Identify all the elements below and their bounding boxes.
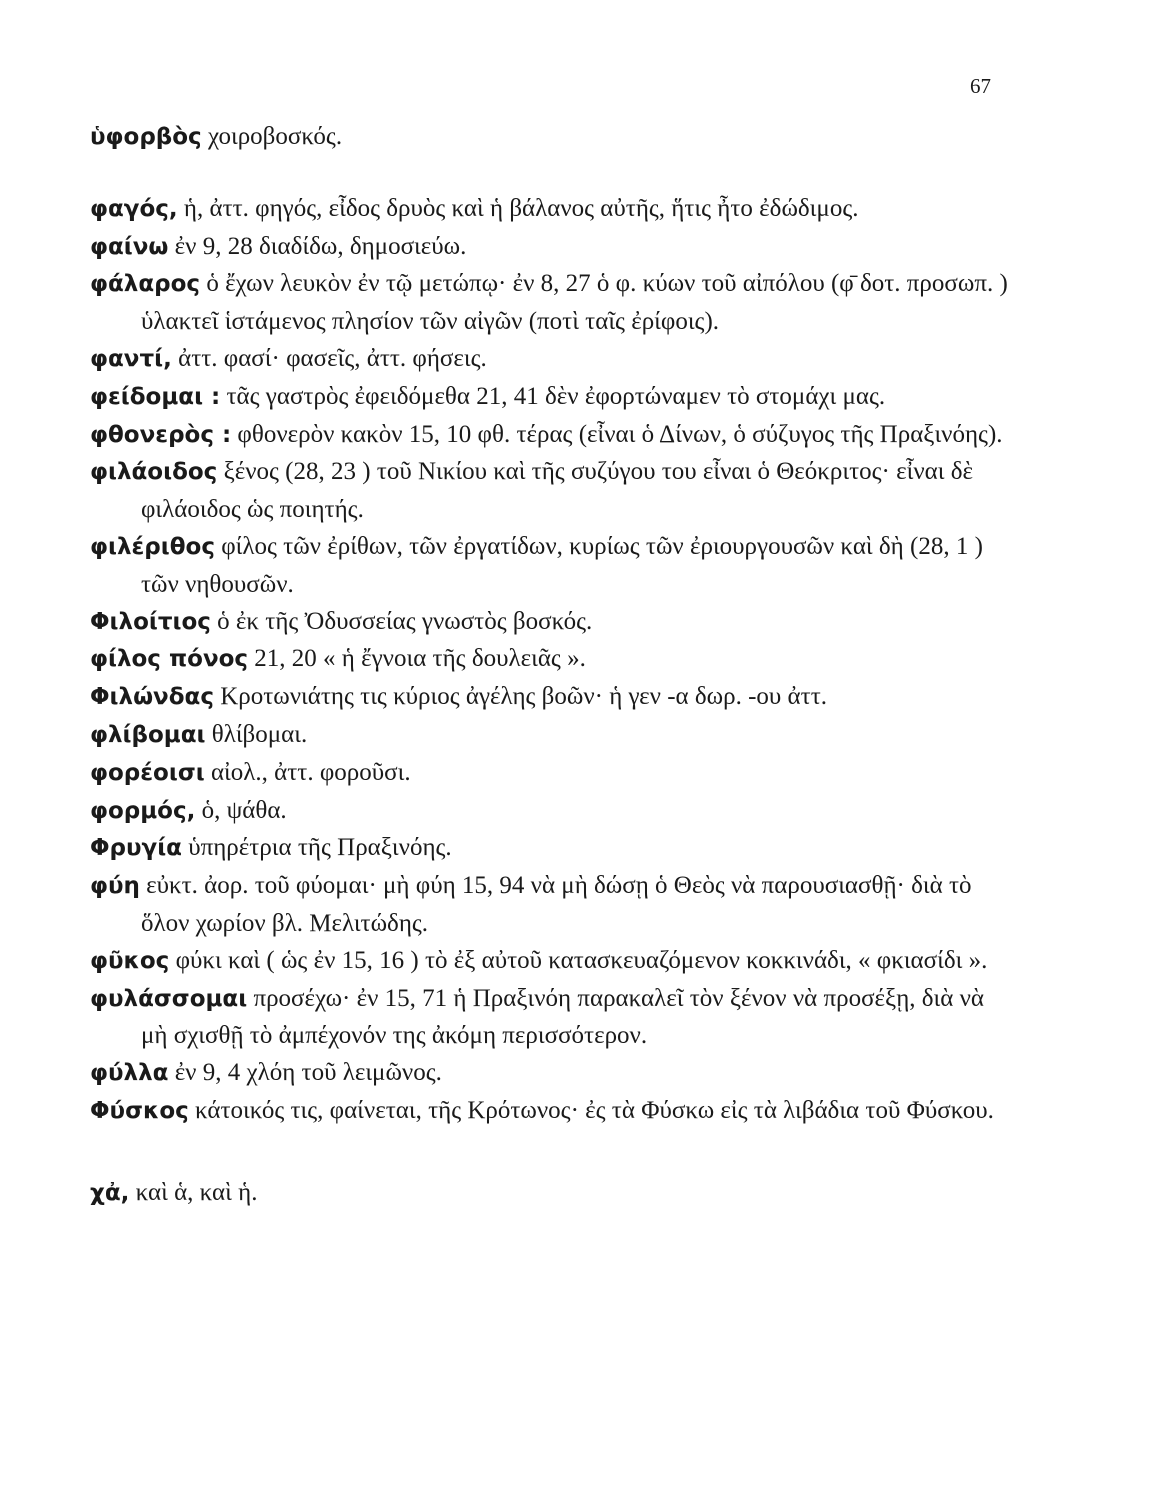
entry-definition: 21, 20 « ἡ ἔγνοια τῆς δουλειᾶς ». [248,645,586,673]
dictionary-entry [90,1054,1010,1092]
dictionary-entry [90,1174,1010,1212]
entry-lemma: φαίνω [90,233,169,260]
entry-lemma: Φιλώνδας [90,684,214,711]
entry-definition: εὐκτ. ἀορ. τοῦ φύομαι· μὴ φύη 15, 94 νὰ μὴ δώσῃ ὁ Θεὸς νὰ παρουσιασθῇ· διὰ τὸ ὅλον χωρίον βλ. Μελιτώδης. [139,872,972,937]
entry-lemma: φῦκος [90,947,170,974]
entry-definition: φύκι καὶ ( ὡς ἐν 15, 16 ) τὸ ἐξ αὐτοῦ κατασκευαζόμενον κοκκινάδι, « φκιασίδι ». [169,946,988,974]
entry-definition: ἐν 9, 28 διαδίδω, δημοσιεύω. [168,232,467,260]
entry-lemma: φιλάοιδος [90,459,218,486]
entry-definition: ὁ ἔχων λευκὸν ἐν τῷ μετώπῳ· ἐν 8, 27 ὁ φ. κύων τοῦ αἰπόλου (φ̄ δοτ. προσωπ. ) ὑλακτεῖ ἱστάμενος πλησίον τῶν αἰγῶν (ποτὶ ταῖς ἐρίφοις). [141,270,1008,336]
entry-definition: κάτοικός τις, φαίνεται, τῆς Κρότωνος· ἐς τὰ Φύσκω εἰς τὰ λιβάδια τοῦ Φύσκου. [188,1096,994,1124]
entry-lemma: φαντί, [90,345,172,372]
entry-definition: χοιροβοσκός. [201,123,343,150]
entry-definition: θλίβομαι. [205,720,308,748]
entry-definition: ὑπηρέτρια τῆς Πραξινόης. [181,834,452,862]
page-number: 67 [970,74,991,98]
entry-lemma: φλίβομαι [90,721,206,748]
dictionary-entry [90,416,1010,454]
entry-definition: ἐν 9, 4 χλόη τοῦ λειμῶνος. [168,1059,442,1087]
entry-lemma: φίλος πόνος [90,646,249,673]
dictionary-entry [90,829,1010,867]
entry-lemma: φάλαρος [90,271,201,298]
dictionary-entry [90,228,1010,266]
dictionary-entry [90,792,1010,830]
entry-definition: ἡ, ἀττ. φηγός, εἶδος δρυὸς καὶ ἡ βάλανος αὐτῆς, ἥτις ἦτο ἐδώδιμος. [177,194,859,222]
dictionary-entry [90,867,1010,942]
entry-lemma: Φιλοίτιος [90,608,211,635]
entry-definition: τᾶς γαστρὸς ἐφειδόμεθα 21, 41 δὲν ἐφορτώναμεν τὸ στομάχι μας. [220,382,886,410]
entry-lemma: φαγός, [90,195,178,222]
dictionary-entry [90,118,1010,156]
dictionary-entry [90,678,1010,716]
dictionary-entry [90,1092,1010,1130]
dictionary-entry [90,265,1010,340]
dictionary-entry [90,640,1010,678]
entry-lemma: φθονερὸς : [90,421,232,448]
entry-definition: προσέχω· ἐν 15, 71 ἡ Πραξινόη παρακαλεῖ τὸν ξένον νὰ προσέξῃ, διὰ νὰ μὴ σχισθῇ τὸ ἀμπέχονόν της ἀκόμη περισσότερον. [141,984,985,1050]
entry-lemma: Φύσκος [90,1097,189,1124]
entry-definition: ὁ ἐκ τῆς Ὀδυσσείας γνωστὸς βοσκός. [210,607,593,635]
dictionary-entry [90,716,1010,754]
dictionary-entry [90,190,1010,228]
entry-definition: ἀττ. φασί· φασεῖς, ἀττ. φήσεις. [171,344,487,372]
entry-lemma: Φρυγία [90,835,182,862]
entry-lemma: ὑφορβὸς [90,124,202,150]
dictionary-entry [90,754,1010,792]
entry-lemma: φύλλα [90,1060,169,1087]
dictionary-entry [90,942,1010,980]
entry-definition: αἰολ., ἀττ. φοροῦσι. [204,758,411,786]
dictionary-entry [90,453,1010,528]
dictionary-entry [90,603,1010,641]
entry-lemma: φύη [90,873,140,900]
entry-definition: Κροτωνιάτης τις κύριος ἀγέλης βοῶν· ἡ γεν -α δωρ. -ου ἀττ. [213,683,827,711]
dictionary-entry [90,340,1010,378]
entry-definition: φίλος τῶν ἐρίθων, τῶν ἐργατίδων, κυρίως τῶν ἐριουργουσῶν καὶ δὴ (28, 1 ) τῶν νηθουσῶν. [141,532,983,598]
entry-lemma: φυλάσσομαι [90,985,248,1012]
entry-lemma: φορέοισι [90,759,205,786]
dictionary-entry [90,528,1010,603]
entry-lemma: φιλέριθος [90,533,215,560]
dictionary-entry [90,378,1010,416]
entry-definition: φθονερὸν κακὸν 15, 10 φθ. τέρας (εἶναι ὁ Δίνων, ὁ σύζυγος τῆς Πραξινόης). [231,420,1003,448]
dictionary-entry [90,980,1010,1055]
entry-definition: καὶ ἁ, καὶ ἡ. [129,1178,258,1206]
dictionary-entries [90,118,1010,1212]
entry-lemma: φορμός, [90,797,196,824]
entry-definition: ξένος (28, 23 ) τοῦ Νικίου καὶ τῆς συζύγου του εἶναι ὁ Θεόκριτος· εἶναι δὲ φιλάοιδος ὡς ποιητής. [141,458,973,524]
entry-definition: ὁ, ψάθα. [195,796,287,824]
entry-lemma: φείδομαι : [90,383,221,410]
entry-lemma: χἀ, [90,1179,130,1206]
